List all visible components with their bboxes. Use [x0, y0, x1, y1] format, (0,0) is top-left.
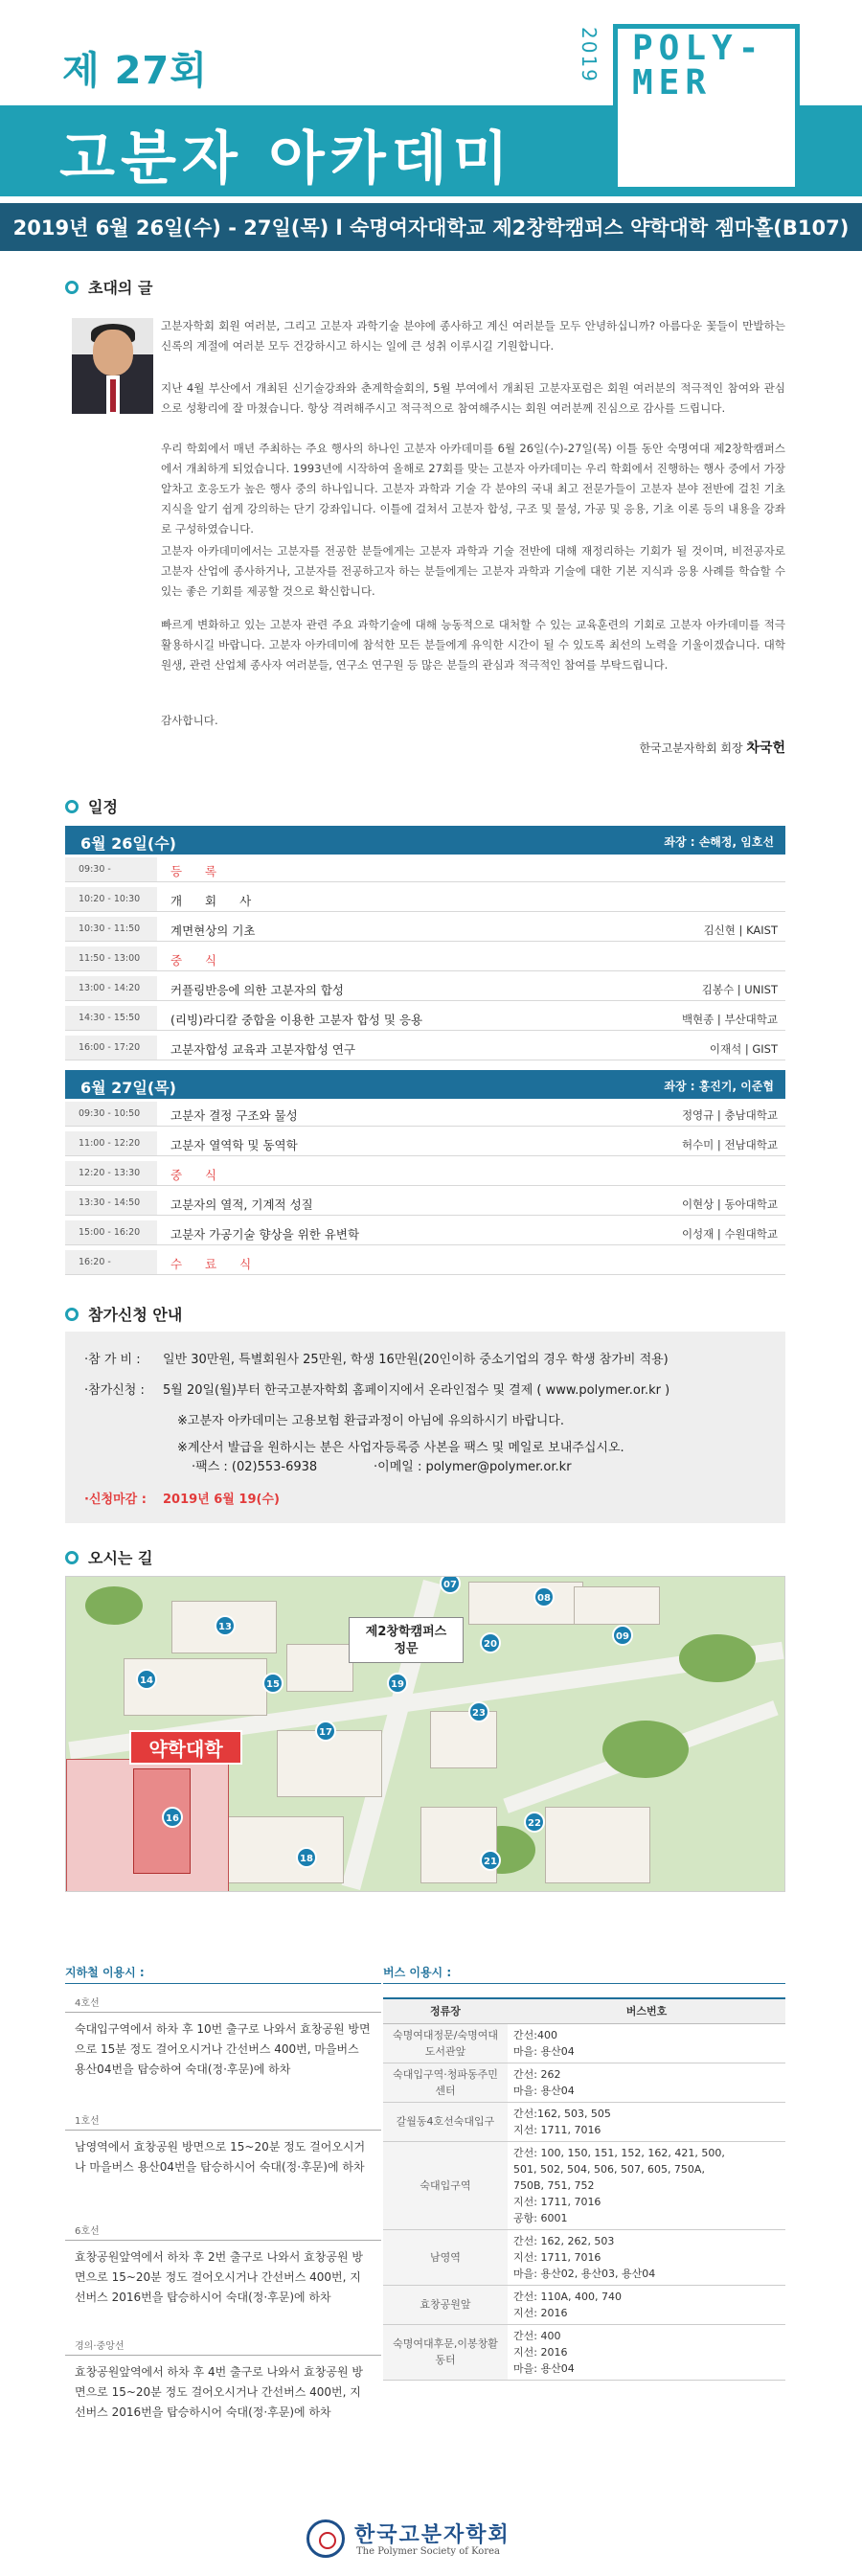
session-time: 14:30 - 15:50 [65, 1006, 157, 1030]
bus-number-line: 지선: 2016 [513, 2345, 568, 2359]
map-marker: 15 [262, 1673, 284, 1694]
bus-stop-name: 숙명여대정문/숙명여대도서관앞 [383, 2023, 508, 2063]
bus-row [383, 2102, 785, 2141]
deadline-label: ·신청마감 : [84, 1493, 147, 1507]
pharmacy-callout: 약학대학 [129, 1730, 242, 1765]
session-speaker: 허수미 | 전남대학교 [681, 1138, 778, 1151]
greeting-paragraph: 지난 4월 부산에서 개최된 신기술강좌와 춘계학술회의, 5월 부여에서 개최된 고분자포럼은 회원 여러분의 적극적인 참여와 관심으로 성황리에 잘 마쳤습니다. 항상 격려해주시고 적극적으로 참여해주시는 회원 여러분께 진심으로 감사를 드립니다. [161, 381, 785, 415]
session-speaker: 김봉수 | UNIST [701, 983, 778, 996]
schedule-row [65, 1131, 785, 1156]
issue-number: 제 27회 [62, 49, 208, 93]
section-registration-heading: 참가신청 안내 [65, 1303, 182, 1325]
section-greeting-heading: 초대의 글 [65, 276, 152, 298]
bus-number-line: 간선: 400 [513, 2329, 561, 2342]
session-time: 13:30 - 14:50 [65, 1191, 157, 1215]
year-label: 2019 [578, 27, 601, 83]
apply-text: 5월 20일(월)부터 한국고분자학회 홈페이지에서 온라인접수 및 결제 ( www.polymer.or.kr ) [163, 1383, 670, 1398]
bus-numbers [508, 2229, 785, 2285]
bus-number-line: 간선: 110A, 400, 740 [513, 2290, 622, 2303]
bus-number-line: 마을: 용산04 [513, 2084, 575, 2097]
session-title: 커플링반응에 의한 고분자의 합성 [170, 983, 344, 997]
map-marker: 20 [480, 1632, 501, 1653]
map-marker: 14 [136, 1669, 157, 1690]
session-time: 11:00 - 12:20 [65, 1131, 157, 1155]
greeting-paragraph: 감사합니다. [161, 714, 218, 727]
bus-number-line: 750B, 751, 752 [513, 2178, 595, 2192]
fee-text: 일반 30만원, 특별회원사 25만원, 학생 16만원(20인이하 중소기업의 경우 학생 참가비 적용) [163, 1353, 669, 1367]
bus-numbers [508, 2141, 785, 2229]
subway-route-text: 숙대입구역에서 하차 후 10번 출구로 나와서 효창공원 방면으로 15분 정도 걸어오시거나 간선버스 400번, 마을버스 용산04번을 탑승하여 숙대(정·후문)에 하차 [75, 2022, 371, 2076]
society-emblem-icon [306, 2519, 345, 2558]
bus-numbers [508, 2324, 785, 2380]
logo-line-3: ACA- [632, 108, 738, 148]
session-title: 고분자합성 교육과 고분자합성 연구 [170, 1042, 356, 1057]
session-time: 16:20 - [65, 1250, 157, 1274]
bus-row [383, 2063, 785, 2102]
bus-number-line: 마을: 용산02, 용산03, 용산04 [513, 2267, 656, 2280]
session-title: (리빙)라디칼 중합을 이용한 고분자 합성 및 응용 [170, 1013, 423, 1027]
bus-number-line: 지선: 1711, 7016 [513, 2250, 601, 2264]
day-header: 6월 27일(목) 좌장 : 홍진기, 이준협 [65, 1070, 785, 1099]
session-time: 09:30 - 10:50 [65, 1102, 157, 1126]
session-title: 고분자 열역학 및 동역학 [170, 1138, 298, 1152]
logo-line-2: MER [632, 63, 713, 103]
session-title: 계면현상의 기초 [170, 923, 256, 938]
subway-line-label: 4호선 [75, 1998, 100, 2009]
logo-line-1: POLY- [632, 29, 765, 68]
session-title: 수 료 식 [170, 1257, 261, 1271]
footer-society-name: 한국고분자학회 [354, 2523, 510, 2547]
map-marker: 22 [524, 1812, 545, 1833]
bus-stop-name: 효창공원앞 [383, 2285, 508, 2324]
schedule-row [65, 887, 785, 912]
invoice-note: ※계산서 발급을 원하시는 분은 사업자등록증 사본을 팩스 및 메일로 보내주십시오. [177, 1441, 624, 1455]
session-title: 고분자의 열적, 기계적 성질 [170, 1197, 313, 1212]
greeting-paragraph: 고분자학회 회원 여러분, 그리고 고분자 과학기술 분야에 종사하고 계신 여러분들 모두 안녕하십니까? 아름다운 꽃들이 만발하는 신록의 계절에 여러분 모두 건강하시고 하시는 일에 큰 성취 이루시길 기원합니다. [161, 319, 785, 353]
session-time: 09:30 - [65, 857, 157, 881]
schedule-row [65, 976, 785, 1001]
bus-numbers [508, 2023, 785, 2063]
map-marker: 16 [162, 1807, 183, 1828]
bus-number-line: 간선: 162, 262, 503 [513, 2234, 615, 2247]
session-speaker: 이성재 | 수원대학교 [681, 1227, 778, 1241]
schedule-row [65, 857, 785, 882]
bullet-icon [65, 800, 79, 813]
map-marker: 18 [296, 1847, 317, 1868]
bus-stop-name: 갈월동4호선숙대입구 [383, 2102, 508, 2141]
schedule-row [65, 1191, 785, 1216]
footer-society-english: The Polymer Society of Korea [356, 2546, 500, 2557]
section-directions-heading: 오시는 길 [65, 1546, 152, 1568]
bus-number-line: 간선:162, 503, 505 [513, 2107, 611, 2120]
map-marker: 21 [480, 1850, 501, 1871]
map-marker: 08 [533, 1586, 555, 1607]
session-speaker: 이재석 | GIST [709, 1042, 778, 1056]
bus-number-line: 간선: 262 [513, 2067, 561, 2081]
bus-numbers [508, 2102, 785, 2141]
bus-col-number: 버스번호 [508, 1998, 785, 2023]
president-photo [72, 318, 153, 414]
bus-number-line: 마을: 용산04 [513, 2044, 575, 2058]
session-time: 16:00 - 17:20 [65, 1036, 157, 1060]
bus-row [383, 2229, 785, 2285]
bus-stop-name: 숙대입구역 [383, 2141, 508, 2229]
session-title: 개 회 사 [170, 894, 261, 908]
bus-row [383, 2023, 785, 2063]
bus-numbers [508, 2285, 785, 2324]
bus-col-stop: 정류장 [383, 1998, 508, 2023]
bus-number-line: 마을: 용산04 [513, 2361, 575, 2375]
subway-route-text: 효창공원앞역에서 하차 후 2번 출구로 나와서 효창공원 방면으로 15~20분 정도 걸어오시거나 간선버스 400번, 지선버스 2016번을 탑승하시어 숙대(정·후문)에 하차 [75, 2250, 363, 2304]
subway-line-label: 1호선 [75, 2116, 100, 2127]
session-speaker: 김신현 | KAIST [703, 923, 778, 937]
session-speaker: 정영규 | 충남대학교 [681, 1108, 778, 1122]
insurance-note: ※고분자 아카데미는 고용보험 환급과정이 아님에 유의하시기 바랍니다. [177, 1414, 565, 1428]
bus-number-line: 간선:400 [513, 2028, 557, 2041]
schedule-row [65, 917, 785, 942]
bus-numbers [508, 2063, 785, 2102]
session-time: 13:00 - 14:20 [65, 976, 157, 1000]
schedule-row [65, 1161, 785, 1186]
section-schedule-heading: 일정 [65, 795, 118, 817]
campus-map [65, 1576, 785, 1892]
map-marker: 17 [315, 1721, 336, 1742]
deadline-date: 2019년 6월 19(수) [163, 1493, 280, 1507]
session-speaker: 백현종 | 부산대학교 [681, 1013, 778, 1026]
greeting-paragraph: 고분자 아카데미에서는 고분자를 전공한 분들에게는 고분자 과학과 기술 전반에 대해 재정리하는 기회가 될 것이며, 비전공자로 고분자 산업에 종사하거나, 고분자를 전공하고자 하는 분들에게는 고분자 과학과 기술에 대한 기본 지식과 응용 사례를 학습할 수 있는 좋은 기회를 제공할 것으로 확신합니다. [161, 544, 785, 598]
bus-heading: 버스 이용시 : [383, 1966, 452, 1979]
schedule-row [65, 1220, 785, 1245]
page-title: 고분자 아카데미 [59, 125, 514, 193]
session-time: 12:20 - 13:30 [65, 1161, 157, 1185]
session-time: 11:50 - 13:00 [65, 946, 157, 970]
subway-route-text: 남영역에서 효창공원 방면으로 15~20분 정도 걸어오시거나 마을버스 용산04번을 탑승하시어 숙대(정·후문)에 하차 [75, 2140, 366, 2174]
main-gate-callout: 제2창학캠퍼스 정문 [349, 1617, 464, 1663]
bus-number-line: 지선: 1711, 7016 [513, 2195, 601, 2208]
session-time: 10:20 - 10:30 [65, 887, 157, 911]
bus-table [383, 1997, 785, 2381]
session-title: 고분자 가공기술 향상을 위한 유변학 [170, 1227, 360, 1242]
map-marker: 13 [215, 1615, 236, 1636]
subway-line-label: 경의·중앙선 [75, 2341, 125, 2352]
bus-row [383, 2285, 785, 2324]
logo-line-4: DEMY [632, 144, 738, 183]
bus-number-line: 501, 502, 504, 506, 507, 605, 750A, [513, 2162, 705, 2176]
bus-number-line: 간선: 100, 150, 151, 152, 162, 421, 500, [513, 2146, 725, 2159]
bus-number-line: 지선: 1711, 7016 [513, 2123, 601, 2136]
bus-number-line: 공항: 6001 [513, 2211, 568, 2224]
bus-stop-name: 남영역 [383, 2229, 508, 2285]
map-marker: 09 [612, 1625, 633, 1646]
session-title: 고분자 결정 구조와 물성 [170, 1108, 298, 1123]
bullet-icon [65, 281, 79, 294]
schedule-row [65, 1250, 785, 1275]
session-title: 등 록 [170, 864, 227, 878]
signature: 한국고분자학회 회장 차국헌 [639, 741, 785, 756]
subway-route-text: 효창공원앞역에서 하차 후 4번 출구로 나와서 효창공원 방면으로 15~20분 정도 걸어오시거나 간선버스 400번, 지선버스 2016번을 탑승하시어 숙대(정·후문)에 하차 [75, 2365, 363, 2419]
bus-number-line: 지선: 2016 [513, 2306, 568, 2319]
map-marker: 07 [440, 1576, 461, 1594]
apply-label: ·참가신청 : [84, 1383, 145, 1398]
session-time: 15:00 - 16:20 [65, 1220, 157, 1244]
greeting-paragraph: 우리 학회에서 매년 주최하는 주요 행사의 하나인 고분자 아카데미를 6월 26일(수)-27일(목) 이틀 동안 숙명여대 제2창학캠퍼스에서 개최하게 되었습니다. 1993년에 시작하여 올해로 27회를 맞는 고분자 아카데미는 우리 학회에서 진행하는 행사 중에서 가장 알차고 호응도가 높은 행사 중의 하나입니다. 고분자 과학과 기술 각 분야의 국내 최고 전문가들이 고분자 분야 전반에 걸친 기초 지식을 알기 쉽게 강의하는 단기 강좌입니다. 이틀에 걸쳐서 고분자 합성, 구조 및 물성, 가공 및 응용, 기초 이론 등의 내용을 강좌로 구성하였습니다. [161, 442, 786, 536]
greeting-paragraph: 빠르게 변화하고 있는 고분자 관련 주요 과학기술에 대해 능동적으로 대처할 수 있는 교육훈련의 기회로 고분자 아카데미를 적극 활용하시길 바랍니다. 고분자 아카데미에 참석한 모든 분들에게 유익한 시간이 될 수 있도록 최선의 노력을 기울이겠습니다. 대학원생, 관련 산업체 종사자 여러분들, 연구소 연구원 등 많은 분들의 관심과 적극적인 참여를 부탁드립니다. [161, 618, 785, 672]
subway-heading: 지하철 이용시 : [65, 1966, 145, 1979]
email-address: ·이메일 : polymer@polymer.or.kr [374, 1460, 572, 1474]
day-header: 6월 26일(수) 좌장 : 손해정, 임호선 [65, 826, 785, 855]
subway-line-label: 6호선 [75, 2226, 100, 2237]
map-marker: 23 [468, 1701, 489, 1722]
map-marker: 19 [387, 1673, 408, 1694]
session-time: 10:30 - 11:50 [65, 917, 157, 941]
fax-number: ·팩스 : (02)553-6938 [192, 1460, 318, 1474]
bullet-icon [65, 1308, 79, 1321]
session-speaker: 이현상 | 동아대학교 [681, 1197, 778, 1211]
bus-row [383, 2324, 785, 2380]
schedule-row [65, 946, 785, 971]
session-title: 중 식 [170, 1168, 227, 1182]
schedule-row [65, 1006, 785, 1031]
session-title: 중 식 [170, 953, 227, 968]
event-info-text: 2019년 6월 26일(수) - 27일(목) l 숙명여자대학교 제2창학캠퍼스 약학대학 젬마홀(B107) [12, 217, 850, 239]
bullet-icon [65, 1551, 79, 1564]
bus-stop-name: 숙명여대후문,이봉창활동터 [383, 2324, 508, 2380]
bus-row [383, 2141, 785, 2229]
schedule-row [65, 1102, 785, 1127]
fee-label: ·참 가 비 : [84, 1353, 141, 1367]
schedule-row [65, 1036, 785, 1060]
bus-stop-name: 숙대입구역·청파동주민센터 [383, 2063, 508, 2102]
